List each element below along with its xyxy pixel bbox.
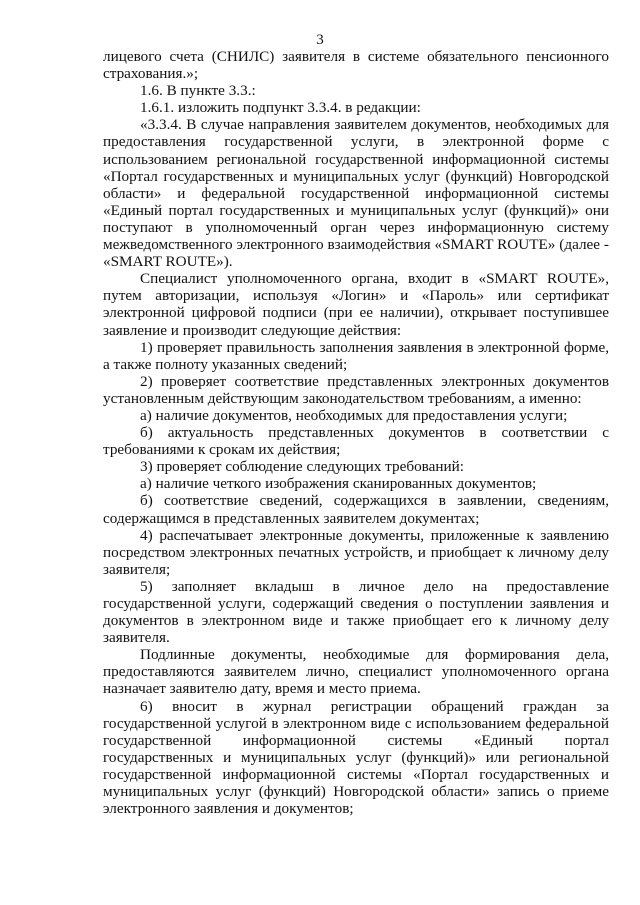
paragraph-specialist-actions: Специалист уполномоченного органа, входит в «SMART ROUTE», путем авторизации, используя «Логин» и «Пароль» или сертификат электронной цифровой подписи (при ее наличии), открывает поступившее заявление и производит следующие действия: (103, 270, 609, 339)
list-item-3a: а) наличие четкого изображения сканированных документов; (140, 475, 537, 493)
paragraph-subpoint-3-3-4: «3.3.4. В случае направления заявителем документов, необходимых для предоставления государственной услуги, в электронной форме с использованием региональной государственной информационной системы «Портал государственных и муниципальных услуг (функций) Новгородской области» и федеральной государственной информационной системы «Единый портал государственных и муниципальных услуг (функций)» они поступают в уполномоченный орган через информационную систему межведомственного электронного взаимодействия «SMART ROUTE» (далее - «SMART ROUTE»). (103, 116, 609, 271)
page-number: 3 (316, 32, 324, 48)
list-item-2: 2) проверяет соответствие представленных электронных документов установленным действующим законодательством требованиям, а именно: (103, 372, 609, 407)
list-item-6: 6) вносит в журнал регистрации обращений граждан за государственной услугой в электронном виде с использованием федеральной государственной информационной системы «Единый портал государственных и муниципальных услуг (функций)» или региональной государственной информационной системы «Портал государственных и муниципальных услуг (функций) Новгородской области» запись о приеме электронного заявления и документов; (103, 697, 609, 818)
list-item-5: 5) заполняет вкладыш в личное дело на предоставление государственной услуги, содержащий сведения о поступлении заявления и документов в электронном виде и также приобщает его к личному делу заявителя. (103, 577, 609, 647)
list-item-3b: б) соответствие сведений, содержащихся в заявлении, сведениям, содержащимся в представленных заявителем документах; (103, 492, 609, 527)
document-body (103, 48, 609, 817)
list-item-4: 4) распечатывает электронные документы, приложенные к заявлению посредством электронных печатных устройств, и приобщает к личному делу заявителя; (103, 526, 609, 578)
list-item-2b: б) актуальность представленных документов в соответствии с требованиями к срокам их действия; (103, 424, 609, 459)
list-item-3: 3) проверяет соблюдение следующих требований: (140, 458, 464, 476)
list-item-2a: а) наличие документов, необходимых для предоставления услуги; (140, 406, 568, 424)
paragraph-item-1-6: 1.6. В пункте 3.3.: (140, 82, 256, 100)
paragraph-original-documents: Подлинные документы, необходимые для формирования дела, предоставляются заявителем лично, специалист уполномоченного органа назначает заявителю дату, время и место приема. (103, 646, 609, 698)
paragraph-continuation: лицевого счета (СНИЛС) заявителя в системе обязательного пенсионного страхования.»; (103, 48, 609, 83)
paragraph-item-1-6-1: 1.6.1. изложить подпункт 3.3.4. в редакции: (140, 99, 421, 117)
list-item-1: 1) проверяет правильность заполнения заявления в электронной форме, а также полноту указанных сведений; (103, 338, 609, 373)
